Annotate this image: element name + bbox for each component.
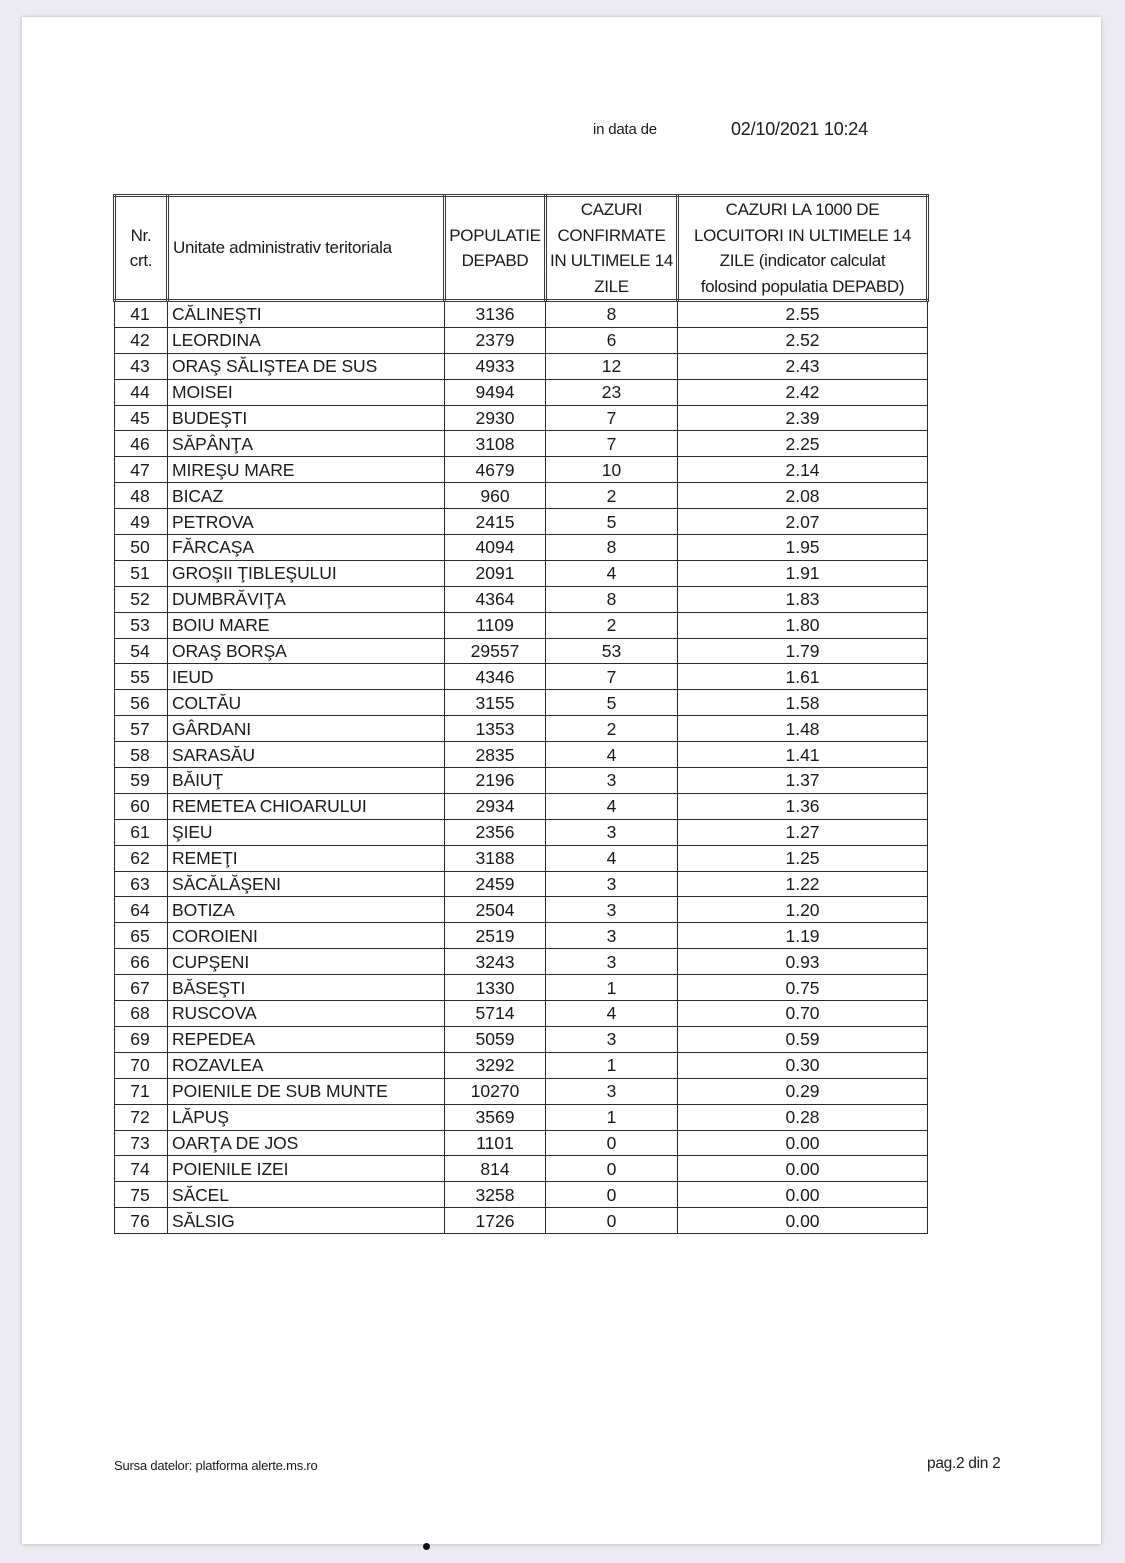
rate-value: 0.28	[678, 1104, 928, 1130]
row-number: 50	[115, 535, 168, 561]
locality-name: ORAŞ SĂLIŞTEA DE SUS	[168, 353, 445, 379]
rate-value: 0.29	[678, 1078, 928, 1104]
table-body	[115, 301, 928, 1234]
row-number: 76	[115, 1208, 168, 1234]
table-row	[115, 483, 928, 509]
cases-value: 7	[546, 405, 678, 431]
locality-name: GÂRDANI	[168, 716, 445, 742]
row-number: 58	[115, 742, 168, 768]
row-number: 61	[115, 819, 168, 845]
table-row	[115, 819, 928, 845]
row-number: 51	[115, 560, 168, 586]
locality-name: BĂSEŞTI	[168, 975, 445, 1001]
column-header-population: POPULATIE DEPABD	[445, 196, 546, 301]
rate-value: 2.25	[678, 431, 928, 457]
locality-name: BOIU MARE	[168, 612, 445, 638]
locality-name: COROIENI	[168, 923, 445, 949]
row-number: 44	[115, 379, 168, 405]
population-value: 2459	[445, 871, 546, 897]
locality-name: CUPŞENI	[168, 949, 445, 975]
population-value: 2934	[445, 793, 546, 819]
table-row	[115, 1078, 928, 1104]
row-number: 52	[115, 586, 168, 612]
population-value: 10270	[445, 1078, 546, 1104]
locality-name: POIENILE DE SUB MUNTE	[168, 1078, 445, 1104]
population-value: 9494	[445, 379, 546, 405]
cases-value: 1	[546, 1052, 678, 1078]
cases-value: 7	[546, 664, 678, 690]
rate-value: 2.43	[678, 353, 928, 379]
locality-name: REPEDEA	[168, 1026, 445, 1052]
table-row	[115, 353, 928, 379]
locality-name: ROZAVLEA	[168, 1052, 445, 1078]
table-row	[115, 457, 928, 483]
table-row	[115, 923, 928, 949]
rate-value: 0.75	[678, 975, 928, 1001]
cases-value: 5	[546, 509, 678, 535]
row-number: 45	[115, 405, 168, 431]
cases-value: 4	[546, 1001, 678, 1027]
row-number: 64	[115, 897, 168, 923]
cases-value: 0	[546, 1208, 678, 1234]
rate-value: 2.07	[678, 509, 928, 535]
row-number: 72	[115, 1104, 168, 1130]
row-number: 60	[115, 793, 168, 819]
row-number: 66	[115, 949, 168, 975]
page-number: pag.2 din 2	[927, 1455, 1001, 1472]
row-number: 55	[115, 664, 168, 690]
data-source-note: Sursa datelor: platforma alerte.ms.ro	[114, 1458, 318, 1473]
locality-name: MOISEI	[168, 379, 445, 405]
cases-value: 23	[546, 379, 678, 405]
population-value: 2196	[445, 768, 546, 794]
locality-name: ORAŞ BORŞA	[168, 638, 445, 664]
population-value: 2504	[445, 897, 546, 923]
table-row	[115, 1130, 928, 1156]
locality-name: SĂPÂNŢA	[168, 431, 445, 457]
rate-value: 2.39	[678, 405, 928, 431]
row-number: 63	[115, 871, 168, 897]
population-value: 1109	[445, 612, 546, 638]
table-row	[115, 1208, 928, 1234]
population-value: 3155	[445, 690, 546, 716]
cases-value: 4	[546, 845, 678, 871]
table-row	[115, 768, 928, 794]
locality-name: COLTĂU	[168, 690, 445, 716]
table-header-row	[115, 196, 928, 301]
row-number: 48	[115, 483, 168, 509]
row-number: 59	[115, 768, 168, 794]
table-row	[115, 560, 928, 586]
cases-value: 2	[546, 483, 678, 509]
locality-name: LĂPUŞ	[168, 1104, 445, 1130]
locality-name: SĂCĂLĂŞENI	[168, 871, 445, 897]
rate-value: 1.83	[678, 586, 928, 612]
row-number: 68	[115, 1001, 168, 1027]
rate-value: 0.70	[678, 1001, 928, 1027]
population-value: 3258	[445, 1182, 546, 1208]
cases-value: 6	[546, 327, 678, 353]
table-row	[115, 949, 928, 975]
date-label: in data de	[593, 121, 657, 138]
population-value: 1353	[445, 716, 546, 742]
locality-name: SARASĂU	[168, 742, 445, 768]
rate-value: 1.37	[678, 768, 928, 794]
page-indicator-dot[interactable]	[423, 1543, 430, 1550]
cases-value: 3	[546, 768, 678, 794]
cases-value: 3	[546, 923, 678, 949]
locality-name: IEUD	[168, 664, 445, 690]
population-value: 4933	[445, 353, 546, 379]
rate-value: 0.30	[678, 1052, 928, 1078]
column-header-cases: CAZURI CONFIRMATE IN ULTIMELE 14 ZILE	[546, 196, 678, 301]
row-number: 56	[115, 690, 168, 716]
table-row	[115, 1182, 928, 1208]
rate-value: 2.52	[678, 327, 928, 353]
row-number: 65	[115, 923, 168, 949]
rate-value: 1.27	[678, 819, 928, 845]
cases-value: 12	[546, 353, 678, 379]
row-number: 70	[115, 1052, 168, 1078]
population-value: 29557	[445, 638, 546, 664]
table-row	[115, 586, 928, 612]
row-number: 41	[115, 301, 168, 328]
table-row	[115, 845, 928, 871]
row-number: 43	[115, 353, 168, 379]
cases-value: 4	[546, 742, 678, 768]
population-value: 3292	[445, 1052, 546, 1078]
population-value: 2519	[445, 923, 546, 949]
rate-value: 1.80	[678, 612, 928, 638]
population-value: 4679	[445, 457, 546, 483]
table-row	[115, 379, 928, 405]
row-number: 42	[115, 327, 168, 353]
locality-name: LEORDINA	[168, 327, 445, 353]
population-value: 3136	[445, 301, 546, 328]
rate-value: 0.00	[678, 1130, 928, 1156]
locality-name: BICAZ	[168, 483, 445, 509]
rate-value: 1.36	[678, 793, 928, 819]
cases-value: 3	[546, 1026, 678, 1052]
report-date: 02/10/2021 10:24	[731, 119, 868, 139]
cases-value: 3	[546, 897, 678, 923]
population-value: 814	[445, 1156, 546, 1182]
rate-value: 0.93	[678, 949, 928, 975]
cases-value: 3	[546, 949, 678, 975]
population-value: 2091	[445, 560, 546, 586]
table-row	[115, 793, 928, 819]
cases-value: 7	[546, 431, 678, 457]
rate-value: 0.00	[678, 1156, 928, 1182]
table-row	[115, 871, 928, 897]
locality-name: OARŢA DE JOS	[168, 1130, 445, 1156]
rate-value: 0.00	[678, 1208, 928, 1234]
column-header-name: Unitate administrativ teritoriala	[168, 196, 445, 301]
cases-value: 10	[546, 457, 678, 483]
rate-value: 1.19	[678, 923, 928, 949]
row-number: 75	[115, 1182, 168, 1208]
table-row	[115, 535, 928, 561]
row-number: 53	[115, 612, 168, 638]
population-value: 4364	[445, 586, 546, 612]
row-number: 74	[115, 1156, 168, 1182]
locality-name: SĂCEL	[168, 1182, 445, 1208]
locality-name: PETROVA	[168, 509, 445, 535]
cases-value: 0	[546, 1182, 678, 1208]
rate-value: 1.22	[678, 871, 928, 897]
row-number: 62	[115, 845, 168, 871]
column-header-rate: CAZURI LA 1000 DE LOCUITORI IN ULTIMELE 14 ZILE (indicator calculat folosind populatia DEPABD)	[678, 196, 928, 301]
row-number: 49	[115, 509, 168, 535]
locality-name: POIENILE IZEI	[168, 1156, 445, 1182]
locality-name: REMEŢI	[168, 845, 445, 871]
locality-name: BĂIUŢ	[168, 768, 445, 794]
table-row	[115, 612, 928, 638]
population-value: 2415	[445, 509, 546, 535]
locality-name: BOTIZA	[168, 897, 445, 923]
locality-name: ŞIEU	[168, 819, 445, 845]
locality-name: FĂRCAŞA	[168, 535, 445, 561]
table-row	[115, 431, 928, 457]
cases-value: 0	[546, 1156, 678, 1182]
table-row	[115, 405, 928, 431]
cases-value: 1	[546, 975, 678, 1001]
table-row	[115, 1052, 928, 1078]
population-value: 4094	[445, 535, 546, 561]
cases-value: 4	[546, 560, 678, 586]
row-number: 46	[115, 431, 168, 457]
table-row	[115, 1001, 928, 1027]
population-value: 3569	[445, 1104, 546, 1130]
cases-value: 8	[546, 535, 678, 561]
row-number: 73	[115, 1130, 168, 1156]
population-value: 3243	[445, 949, 546, 975]
cases-value: 2	[546, 612, 678, 638]
cases-value: 8	[546, 301, 678, 328]
row-number: 57	[115, 716, 168, 742]
cases-value: 8	[546, 586, 678, 612]
population-value: 2930	[445, 405, 546, 431]
table-row	[115, 1104, 928, 1130]
rate-value: 1.48	[678, 716, 928, 742]
population-value: 2379	[445, 327, 546, 353]
locality-name: DUMBRĂVIŢA	[168, 586, 445, 612]
cases-value: 5	[546, 690, 678, 716]
rate-value: 1.91	[678, 560, 928, 586]
table-row	[115, 690, 928, 716]
rate-value: 0.00	[678, 1182, 928, 1208]
rate-value: 1.79	[678, 638, 928, 664]
table-row	[115, 975, 928, 1001]
row-number: 47	[115, 457, 168, 483]
rate-value: 2.42	[678, 379, 928, 405]
locality-name: BUDEŞTI	[168, 405, 445, 431]
cases-value: 2	[546, 716, 678, 742]
population-value: 4346	[445, 664, 546, 690]
rate-value: 2.14	[678, 457, 928, 483]
table-row	[115, 638, 928, 664]
cases-value: 0	[546, 1130, 678, 1156]
rate-value: 2.55	[678, 301, 928, 328]
locality-name: GROŞII ŢIBLEŞULUI	[168, 560, 445, 586]
cases-value: 53	[546, 638, 678, 664]
cases-value: 3	[546, 871, 678, 897]
table-row	[115, 509, 928, 535]
row-number: 67	[115, 975, 168, 1001]
row-number: 69	[115, 1026, 168, 1052]
rate-value: 1.61	[678, 664, 928, 690]
population-value: 2356	[445, 819, 546, 845]
locality-name: MIREŞU MARE	[168, 457, 445, 483]
rate-value: 1.41	[678, 742, 928, 768]
column-header-nr: Nr. crt.	[115, 196, 168, 301]
table-row	[115, 301, 928, 328]
rate-value: 1.20	[678, 897, 928, 923]
table-row	[115, 1156, 928, 1182]
population-value: 5714	[445, 1001, 546, 1027]
population-value: 5059	[445, 1026, 546, 1052]
population-value: 1726	[445, 1208, 546, 1234]
rate-value: 1.95	[678, 535, 928, 561]
locality-name: SĂLSIG	[168, 1208, 445, 1234]
rate-value: 0.59	[678, 1026, 928, 1052]
row-number: 54	[115, 638, 168, 664]
population-value: 2835	[445, 742, 546, 768]
row-number: 71	[115, 1078, 168, 1104]
population-value: 1101	[445, 1130, 546, 1156]
cases-value: 4	[546, 793, 678, 819]
rate-value: 2.08	[678, 483, 928, 509]
table-row	[115, 716, 928, 742]
table-row	[115, 742, 928, 768]
cases-table	[113, 194, 929, 1234]
locality-name: REMETEA CHIOARULUI	[168, 793, 445, 819]
rate-value: 1.25	[678, 845, 928, 871]
locality-name: CĂLINEŞTI	[168, 301, 445, 328]
rate-value: 1.58	[678, 690, 928, 716]
table-row	[115, 327, 928, 353]
population-value: 1330	[445, 975, 546, 1001]
population-value: 3188	[445, 845, 546, 871]
table-row	[115, 664, 928, 690]
population-value: 3108	[445, 431, 546, 457]
cases-value: 1	[546, 1104, 678, 1130]
table-row	[115, 1026, 928, 1052]
cases-value: 3	[546, 1078, 678, 1104]
population-value: 960	[445, 483, 546, 509]
locality-name: RUSCOVA	[168, 1001, 445, 1027]
table-row	[115, 897, 928, 923]
cases-value: 3	[546, 819, 678, 845]
